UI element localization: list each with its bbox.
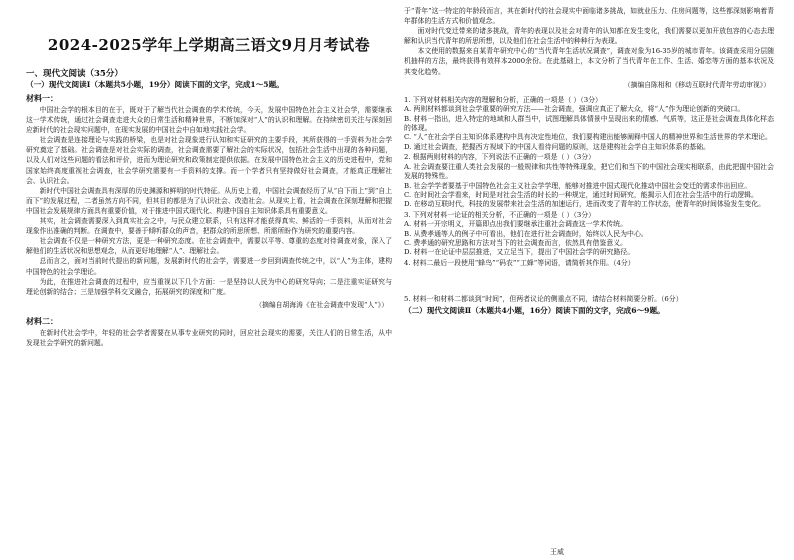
right-column (404, 6, 774, 546)
source-citation: （摘编自陈相和《移动互联时代青年劳动审视》） (623, 80, 770, 89)
subsection-heading: （二）现代文阅读Ⅱ（本题共4小题，16分）阅读下面的文字，完成6～9题。 (404, 305, 665, 315)
question-option: B. 社会学学者要基于中国特色社会主义社会学学理，能够对推进中国式现代化推动中国社会变迁的需求作出回应。 (404, 181, 752, 190)
question-block (404, 211, 774, 258)
paragraph: 新时代中国社会调查具有深厚的历史渊源和鲜明的时代特征。从历史上看，中国社会调查经历了从“自下而上”到“自上而下”的发展过程，二者虽然方向不同，但其目的都是为了认识社会、改造社会。从现实上看，社会调查在深刻理解和把握中国社会发展规律方面具有重要价值，对于推进中国式现代化、构建中国自主知识体系具有重要意义。 (26, 186, 392, 215)
paragraph: 于“青年”这一特定的年龄段而言，其在新时代的社会现实中面临诸多挑战，如就业压力、住房问题等，这些都深刻影响着青年群体的生活方式和价值观念。 (404, 7, 774, 26)
page-footer: 王威 (550, 548, 564, 556)
material-label: 材料一： (26, 93, 58, 103)
question-stem: 3. 下列对材料一论证的相关分析，不正确的一项是（ ）（3分） (404, 210, 596, 219)
material-one-body (26, 105, 392, 297)
question-block (404, 153, 774, 210)
question-option: A. 两则材料都谈到社会学重要的研究方法——社会调查，强调应真正了解大众，将“人”作为理论创新的突破口。 (404, 105, 745, 114)
paragraph: 社会调查不仅是一种研究方法，更是一种研究态度。在社会调查中，需要以平等、尊重的态度对待调查对象，深入了解他们的生活状况和思想观念，从而更好地理解“人”、理解社会。 (26, 237, 392, 256)
question-option: D. 通过社会调查，把握西方视域下的中国人看待问题的原则，这是建构社会学自主知识体系的基础。 (404, 142, 710, 151)
paragraph: 为此，在推进社会调查的过程中，应当重视以下几个方面：一是坚持以人民为中心的研究导向；二是注重实证研究与理论创新的结合；三是加强学科交叉融合，拓展研究的深度和广度。 (26, 277, 392, 296)
question-stem: 5. 材料一和材料二都谈到“时间”，但两者议论的侧重点不同，请结合材料简要分析。（6分） (404, 295, 683, 304)
left-column (26, 6, 392, 546)
paragraph: 本文使用的数据来自某青年研究中心的“当代青年生活状况调查”，调查对象为16-35岁的城市青年。该调查采用分层随机抽样的方法，最终获得有效样本2000余份。在此基础上，本文分析了当代青年在工作、生活、婚恋等方面的基本状况及其变化趋势。 (404, 47, 774, 76)
question-block (404, 295, 774, 316)
question-option: C. 费孝通的研究思路和方法对当下的社会调查而言，依然具有借鉴意义。 (404, 239, 628, 248)
question-option: C. 在时间社会学看来，时间是对社会生活的时长的一种规定，通过时间研究，能揭示人们在社会生活中的行动逻辑。 (404, 190, 758, 199)
exam-title: 2024-2025学年上学期高三语文9月月考试卷 (47, 36, 371, 54)
material-label: 材料二： (26, 315, 58, 326)
question-option: B. 材料一指出，进入特定的地域和人群当中，试图理解具体情景中呈现出来的情感、气质等，这正是社会调查具体化样态的体现。 (404, 114, 774, 132)
section-heading: 一、现代文阅读（35分） (26, 69, 123, 79)
question-stem: 2. 根据两则材料的内容，下列说法不正确的一项是（ ）（3分） (404, 153, 596, 162)
question-option: D. 材料一在论证中层层推进，又立足当下，提出了中国社会学的研究路径。 (404, 248, 635, 257)
question-option: C. “人”在社会学自主知识体系建构中具有决定性地位，我们要构建出能够阐释中国人的精神世界和生活世界的学术理论。 (404, 133, 772, 142)
question-block (404, 96, 774, 153)
question-stem: 4. 材料二最后一段使用“蜂鸟”“码农”“工蜂”等词语，请简析其作用。（4分） (404, 258, 635, 267)
question-stem: 1. 下列对材料相关内容的理解和分析，正确的一项是（ ）（3分） (404, 95, 602, 104)
source-citation: （摘编自胡海涛《在社会调查中发现“人”》） (255, 300, 388, 309)
question-option: D. 在移动互联时代，科技的发展带来社会生活的加速运行，进而改变了青年的工作状态，使青年的时间体验发生变化。 (404, 200, 766, 209)
subsection-heading: （一）现代文阅读Ⅰ（本题共5小题，19分）阅读下面的文字，完成1～5题。 (26, 80, 284, 89)
question-block (404, 259, 774, 295)
question-option: A. 社会调查要注重人类社会发展的一般规律和共性等特殊现象，把它们和当下的中国社会现实相联系，由此把握中国社会发展的特殊性。 (404, 162, 774, 181)
paragraph: 在新时代社会学中，年轻的社会学者需要在从事专业研究的同时，回应社会现实的需要，关注人们的日常生活，从中发现社会学研究的新问题。 (26, 328, 392, 347)
material-two-continued (404, 6, 774, 77)
question-option: B. 从费孝通等人的例子中可看出，他们在进行社会调查时，始终以人民为中心。 (404, 229, 648, 238)
paragraph: 社会调查是连接理论与实践的桥梁，也是对社会现象进行认知和实证研究的主要手段，其所获得的一手资料为社会学研究奠定了基础。社会调查是对社会实际的调查，社会调查需要了解社会的实际状况，包括社会生活中出现的各种问题，以及人们对这些问题的看法和评价，进而为理论研究和政策制定提供依据。在发展中国特色社会主义的历史进程中，党和国家始终高度重视社会调查，社会学研究需要有一手资料的支撑。而一个学者只有坚持做好社会调查，才能真正理解社会、认识社会。 (26, 136, 392, 185)
paragraph: 其实，社会调查需要深入到真实社会之中，与民众建立联系，只有这样才能获得真实、鲜活的一手资料，从而对社会现象作出准确的判断。在调查中，要善于倾听群众的声音，把群众的所思所想、所需所盼作为研究的重要内容。 (26, 217, 392, 236)
paragraph: 中国社会学的根本目的在于，既对于了解当代社会调查的学术传统，今天，发展中国特色社会主义社会学，需要继承这一学术传统，通过社会调查走进大众的日常生活和精神世界，不断加深对“人”的认识和理解。在持续密切关注与深刻回应新时代的社会现实问题中，在现实发展的中国社会中自如地实践社会学。 (26, 106, 392, 135)
paragraph: 总而言之，面对当前时代提出的新问题，发展新时代的社会学，需要进一步回到调查传统之中，以“人”为主体，建构中国特色的社会学理论。 (26, 257, 392, 276)
paragraph: 面对时代变迁带来的诸多挑战，青年的表现以及社会对青年的认知都在发生变化，我们需要以更加开放包容的心态去理解和认识当代青年的所思所想，以及他们在社会生活中的种种行为表现。 (404, 27, 774, 46)
question-option: A. 材料一开宗明义，开篇即点出我们要继承注重社会调查这一学术传统。 (404, 220, 627, 229)
answer-space (404, 268, 774, 294)
